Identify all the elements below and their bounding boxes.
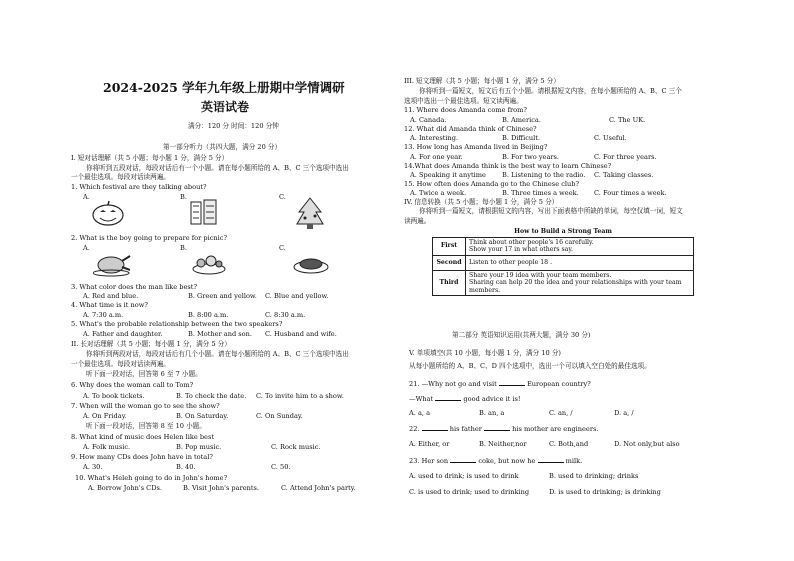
- q11-option-c: C. The UK.: [609, 116, 646, 124]
- q5-option-c: C. Husband and wife.: [265, 330, 337, 338]
- question-14: 14.What does Amanda think is the best way to learn Chinese?: [404, 162, 612, 170]
- q10-option-c: C. Attend John's party.: [281, 484, 356, 492]
- question-13: 13. How long has Amanda lived in Beijing?: [404, 143, 548, 151]
- part2-heading: 第二部分 英语知识运用(共两大题，满分 30 分): [452, 331, 591, 339]
- section4-instruction: 你将听到一篇短文，请根据短文的内容，写出下面表格中所缺的单词，每空仅填一词，短文: [419, 207, 683, 215]
- q22-option-d: D. Not only,but also: [614, 440, 680, 448]
- q8-option-c: C. Rock music.: [271, 443, 321, 451]
- table-cell-line: Show your 17 in what others say.: [469, 246, 573, 253]
- question-15: 15. How often does Amanda go to the Chinese club?: [404, 180, 579, 188]
- question-21-line1: [409, 379, 591, 388]
- q9-option-a: A. 30.: [83, 463, 103, 471]
- q4-option-b: B. 8:00 a.m.: [188, 311, 229, 319]
- q10-option-a: A. Borrow John's CDs.: [88, 484, 162, 492]
- q3-option-a: A. Red and blue.: [83, 292, 139, 300]
- q2-option-a: A.: [83, 244, 90, 252]
- q21-text-a: 21. —Why not go and visit: [409, 380, 497, 388]
- chicken-image: [93, 251, 133, 277]
- info-table: [432, 228, 694, 296]
- q12-option-b: B. Difficult.: [502, 134, 541, 142]
- table-cell-line: Share your 19 idea with your team members.: [469, 271, 612, 279]
- question-5: 5. What's the probable relationship between the two speakers?: [71, 320, 283, 328]
- table-cell-line: Think about other people's 16 carefully.: [469, 238, 594, 246]
- q13-option-b: B. For two years.: [502, 153, 560, 161]
- q13-option-a: A. For one year.: [410, 153, 463, 161]
- question-3: 3. What color does the man like best?: [71, 283, 197, 291]
- section4-heading: IV. 信息转换（共 5 小题；每小题 1 分，满分 5 分）: [404, 198, 559, 206]
- section3-instruction: 你将听到一篇短文，短文后有五个小题。请根据短文内容，在每小题所给的 A、B、C 三个: [419, 87, 682, 95]
- q6-option-c: C. To invite him to a show.: [256, 392, 344, 400]
- table-cell-line: Listen to other people 18 .: [469, 258, 553, 266]
- q21-option-c: C. an, /: [549, 409, 573, 417]
- q22-option-c: C. Both,and: [549, 440, 589, 448]
- question-22: [409, 424, 598, 433]
- q22-text-b: his father: [449, 425, 482, 433]
- q14-option-b: B. Listening to the radio.: [502, 171, 586, 179]
- question-9: 9. How many CDs does John have in total?: [71, 453, 213, 461]
- question-11: 11. Where does Amanda come from?: [404, 106, 527, 114]
- q22-text-c: his mother are engineers.: [512, 425, 599, 433]
- answer-blank: [435, 394, 461, 401]
- score-time: 满分：120 分 时间：120 分钟: [188, 122, 279, 130]
- q23-option-d: D. is used to drinking; is drinking: [549, 488, 661, 496]
- q22-text-a: 22.: [409, 425, 420, 433]
- q3-option-c: C. Blue and yellow.: [265, 292, 329, 300]
- q6-option-a: A. To book tickets.: [83, 392, 145, 400]
- q4-option-a: A. 7:30 a.m.: [83, 311, 124, 319]
- q23-option-a: A. used to drink; is used to drink: [409, 472, 519, 480]
- q1-option-b: B.: [180, 193, 187, 201]
- q2-option-c: C.: [279, 244, 286, 252]
- table-row: [433, 255, 694, 270]
- section1-instruction: 你将听到五段对话，每段对话后有一个小题。请在每小题所给的 A、B、C 三个选项中选出: [86, 164, 349, 172]
- pumpkin-image: [90, 200, 126, 226]
- section3-heading: III. 短文理解（共 5 小题；每小题 1 分，满分 5 分）: [404, 77, 560, 85]
- section2-note-2: 听下面一段对话，回答第 8 至 10 小题。: [86, 422, 206, 430]
- question-2: 2. What is the boy going to prepare for picnic?: [71, 234, 228, 242]
- answer-blank: [422, 424, 448, 431]
- q21-text-c: —What: [409, 395, 434, 403]
- q23-option-c: C. is used to drink; used to drinking: [409, 488, 530, 496]
- question-7: 7. When will the woman go to see the show?: [71, 402, 220, 410]
- section5-instruction: 从每小题所给的 A、B、C、D 四个选项中，选出一个可以填入空白处的最佳选项。: [409, 362, 651, 370]
- answer-blank: [499, 379, 525, 386]
- table-row-header: First: [433, 237, 466, 255]
- q4-option-c: C. 8:30 a.m.: [265, 311, 306, 319]
- q12-option-a: A. Interesting.: [410, 134, 459, 142]
- section2-note-1: 听下面一段对话，回答第 6 至 7 小题。: [86, 370, 202, 378]
- question-8: 8. What kind of music does Helen like best: [71, 433, 214, 441]
- exam-title: 2024-2025 学年九年级上册期中学情调研: [103, 80, 345, 95]
- q7-option-c: C. On Sunday.: [256, 412, 303, 420]
- dumplings-image: [292, 253, 330, 275]
- question-10: 10. What's Heleh going to do in John's home?: [75, 474, 228, 482]
- table-row: [433, 270, 694, 296]
- q21-option-d: D. a, /: [614, 409, 634, 417]
- section1-instruction-2: 一个最佳选项。每段对话读两遍。: [71, 173, 170, 181]
- q15-option-b: B. Three times a week.: [502, 189, 579, 197]
- question-4: 4. What time is it now?: [71, 301, 148, 309]
- q23-text-b: coke, but now he: [478, 457, 536, 465]
- table-cell: [466, 255, 694, 270]
- section4-instruction-2: 读两遍。: [404, 217, 431, 225]
- question-6: 6. Why does the woman call to Tom?: [71, 381, 194, 389]
- q7-option-a: A. On Friday.: [83, 412, 127, 420]
- q10-option-b: B. Visit John's parents.: [183, 484, 260, 492]
- question-21-line2: [409, 394, 521, 403]
- christmas-tree-image: [295, 196, 325, 232]
- q14-option-a: A. Speaking it anytime: [410, 171, 486, 179]
- part1-heading: 第一部分听力（共四大题，满分 20 分）: [163, 143, 282, 151]
- section2-instruction-2: 一个最佳选项。每段对话读两遍。: [71, 360, 170, 368]
- section1-heading: I. 短对话理解（共 5 小题；每小题 1 分，满分 5 分）: [71, 154, 229, 162]
- answer-blank: [450, 456, 476, 463]
- exam-subtitle: 英语试卷: [201, 100, 250, 114]
- q22-option-b: B. Neither,nor: [479, 440, 527, 448]
- q21-option-b: B. an, a: [479, 409, 505, 417]
- q23-text-a: 23. Her son: [409, 457, 449, 465]
- q5-option-b: B. Mother and son.: [188, 330, 252, 338]
- question-23: [409, 456, 582, 465]
- q21-text-b: European country?: [526, 380, 591, 388]
- food-image: [189, 251, 229, 277]
- q15-option-a: A. Twice a week.: [410, 189, 467, 197]
- q21-option-a: A. a, a: [409, 409, 431, 417]
- section2-heading: II. 长对话理解（共 5 小题；每小题 1 分，满分 5 分）: [71, 340, 231, 348]
- q1-option-a: A.: [83, 193, 90, 201]
- q21-text-d: good advice it is!: [463, 395, 521, 403]
- table-cell-line: Sharing can help 20 the idea and your relationships with your team members.: [469, 279, 682, 294]
- q14-option-c: C. Taking classes.: [594, 171, 654, 179]
- lantern-image: [188, 198, 220, 230]
- q2-option-b: B.: [180, 244, 187, 252]
- section3-instruction-2: 选项中选出一个最佳选项。短文读两遍。: [404, 97, 523, 105]
- table-cell: [466, 270, 694, 296]
- q9-option-b: B. 40.: [176, 463, 196, 471]
- question-12: 12. What did Amanda think of Chinese?: [404, 125, 537, 133]
- q8-option-b: B. Pop music.: [176, 443, 222, 451]
- section5-heading: V. 单项填空(共 10 小题，每小题 1 分，满分 10 分): [409, 349, 561, 357]
- q8-option-a: A. Folk music.: [83, 443, 131, 451]
- q15-option-c: C. Four times a week.: [594, 189, 667, 197]
- q6-option-b: B. To check the date.: [176, 392, 247, 400]
- q5-option-a: A. Father and daughter.: [83, 330, 163, 338]
- question-1: 1. Which festival are they talking about?: [71, 183, 207, 191]
- q9-option-c: C. 50.: [271, 463, 291, 471]
- table-caption: How to Build a Strong Team: [514, 228, 612, 235]
- table-row-header: Third: [433, 270, 466, 296]
- q22-option-a: A. Either, or: [409, 440, 450, 448]
- q3-option-b: B. Green and yellow.: [188, 292, 257, 300]
- table-cell: [466, 237, 694, 255]
- q12-option-c: C. Useful.: [594, 134, 627, 142]
- answer-blank: [484, 424, 510, 431]
- answer-blank: [538, 456, 564, 463]
- q11-option-a: A. Canada.: [410, 116, 447, 124]
- q7-option-b: B. On Saturday.: [176, 412, 229, 420]
- table-row-header: Second: [433, 255, 466, 270]
- q23-option-b: B. used to drinking; drinks: [549, 472, 639, 480]
- q1-option-c: C.: [279, 193, 286, 201]
- section2-instruction: 你将听到两段对话，每段对话后有几个小题。请在每小题所给的 A、B、C 三个选项中选出: [86, 350, 349, 358]
- q11-option-b: B. America.: [502, 116, 541, 124]
- table-row: [433, 237, 694, 255]
- q13-option-c: C. For three years.: [594, 153, 657, 161]
- q23-text-c: milk.: [565, 457, 583, 465]
